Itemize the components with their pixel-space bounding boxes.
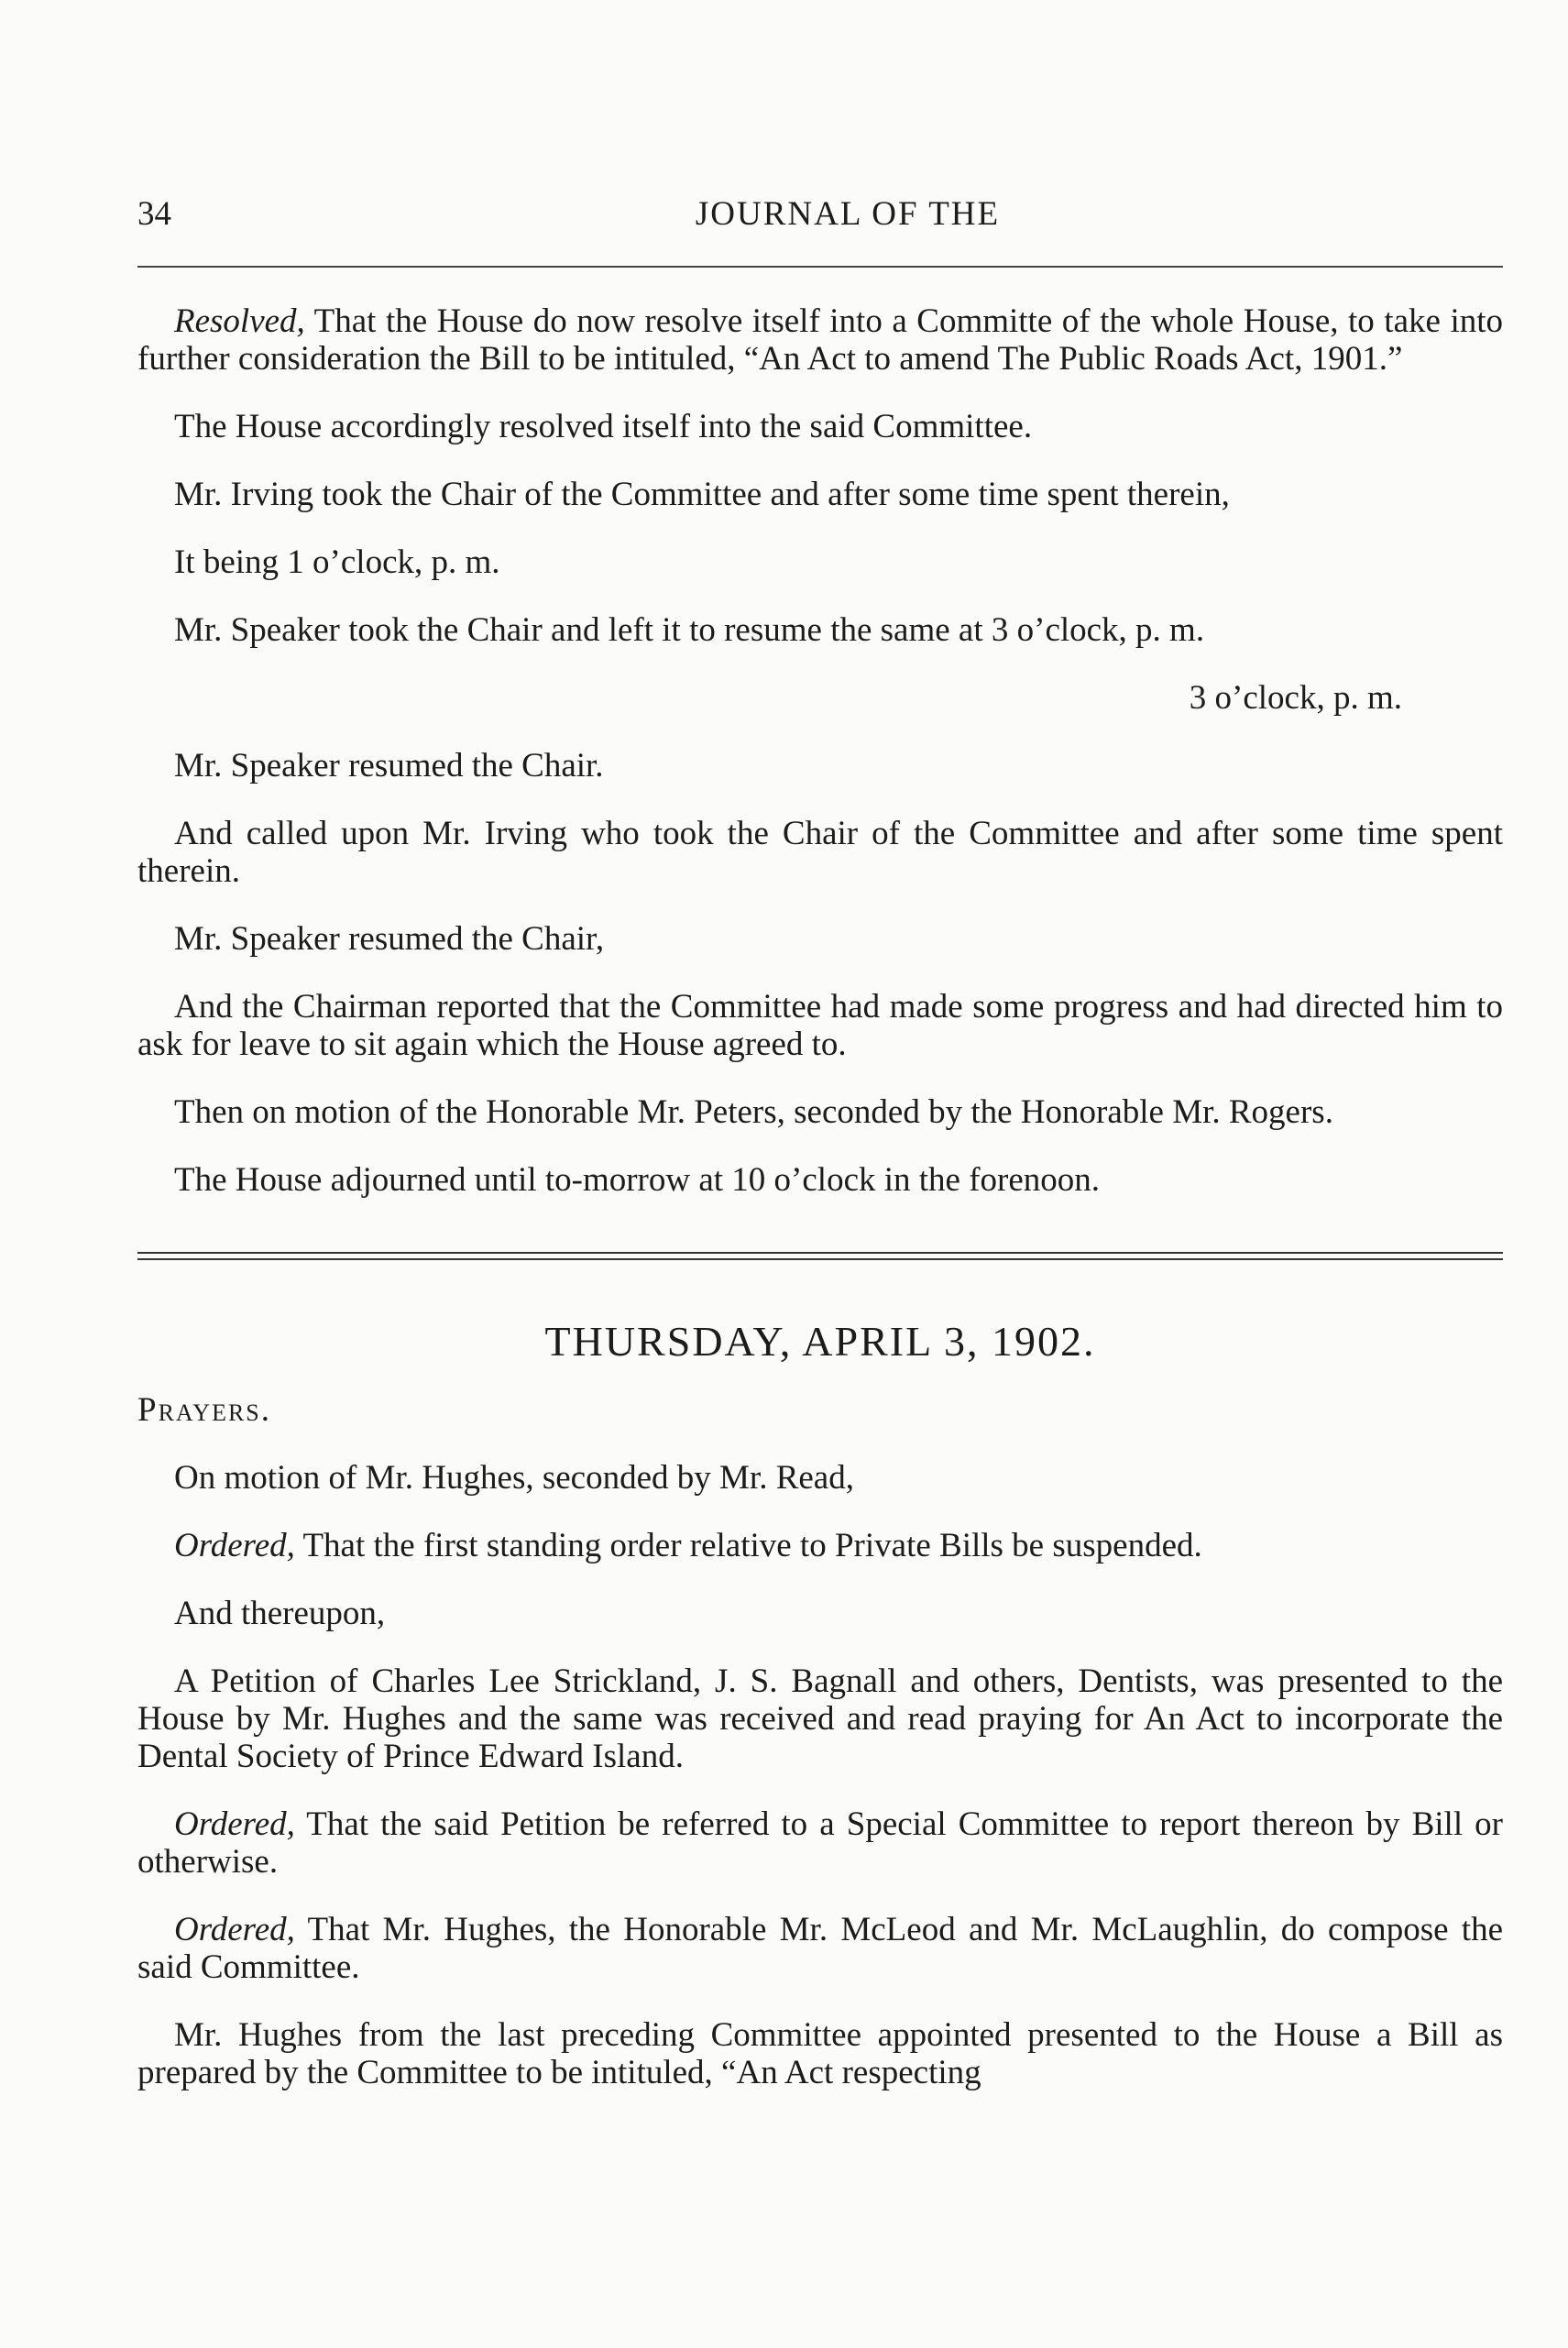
paragraph — [137, 1527, 1503, 1564]
journal-body — [137, 302, 1503, 2122]
running-title: JOURNAL OF THE — [695, 195, 1001, 233]
paragraph — [137, 920, 1503, 958]
paragraph-text: And called upon Mr. Irving who took the Chair of the Committee and after some time spent therein. — [137, 815, 1503, 890]
paragraph-text: It being 1 o’clock, p. m. — [174, 543, 500, 581]
day-heading: THURSDAY, APRIL 3, 1902. — [544, 1318, 1096, 1365]
paragraph — [137, 1805, 1503, 1881]
paragraph — [137, 1662, 1503, 1775]
paragraph — [137, 815, 1503, 890]
page-header — [137, 194, 1503, 249]
paragraph — [137, 1093, 1503, 1131]
paragraph-lead: Ordered, — [174, 1527, 295, 1564]
paragraph-text: Mr. Irving took the Chair of the Committee and after some time spent therein, — [174, 476, 1230, 513]
paragraph-text: On motion of Mr. Hughes, seconded by Mr. Read, — [174, 1459, 854, 1497]
paragraph — [137, 408, 1503, 445]
paragraph — [137, 988, 1503, 1063]
time-mark: 3 o’clock, p. m. — [1189, 679, 1402, 717]
paragraph-text: A Petition of Charles Lee Strickland, J. S. Bagnall and others, Dentists, was presented to the House by Mr. Hughes and the same was received and read praying for An Act to incorporate the Dental Society of Prince Edward Island. — [137, 1662, 1503, 1775]
paragraph-text: That the said Petition be referred to a Special Committee to report thereon by Bill or otherwise. — [137, 1805, 1503, 1881]
paragraph-lead: Resolved, — [174, 302, 305, 340]
paragraph-text: Mr. Hughes from the last preceding Committee appointed presented to the House a Bill as prepared by the Committee to be intituled, “An Act respecting — [137, 2016, 1503, 2091]
paragraph-text: And the Chairman reported that the Committee had made some progress and had directed him to ask for leave to sit again which the House agreed to. — [137, 988, 1503, 1063]
prayers-label: Prayers. — [137, 1391, 272, 1429]
paragraph-text: That the House do now resolve itself into a Committe of the whole House, to take into further consideration the Bill to be intituled, “An Act to amend The Public Roads Act, 1901.” — [137, 302, 1503, 378]
paragraph — [137, 611, 1503, 649]
paragraph — [137, 1911, 1503, 1986]
paragraph — [137, 476, 1503, 513]
paragraph — [137, 2016, 1503, 2091]
paragraph-lead: Ordered, — [174, 1911, 295, 1948]
paragraph-lead: Ordered, — [174, 1805, 295, 1843]
paragraph-text: Mr. Speaker took the Chair and left it to resume the same at 3 o’clock, p. m. — [174, 611, 1205, 649]
paragraph-text: Mr. Speaker resumed the Chair, — [174, 920, 605, 958]
paragraph-text: Then on motion of the Honorable Mr. Peters, seconded by the Honorable Mr. Rogers. — [174, 1093, 1333, 1131]
paragraph-text: And thereupon, — [174, 1595, 386, 1632]
page-number: 34 — [137, 195, 171, 233]
header-rule — [137, 266, 1503, 268]
paragraph-text: That the first standing order relative to Private Bills be suspended. — [294, 1527, 1202, 1564]
paragraph — [137, 302, 1503, 378]
paragraph-text: That Mr. Hughes, the Honorable Mr. McLeod and Mr. McLaughlin, do compose the said Committee. — [137, 1911, 1503, 1986]
section-proceedings — [137, 302, 1503, 649]
section-divider — [137, 1252, 1503, 1260]
paragraph — [137, 747, 1503, 784]
paragraph-text: The House adjourned until to-morrow at 10 o’clock in the forenoon. — [174, 1161, 1101, 1199]
section-afternoon — [137, 747, 1503, 1199]
paragraph — [137, 1595, 1503, 1632]
paragraph-text: The House accordingly resolved itself into the said Committee. — [174, 408, 1033, 445]
paragraph — [137, 543, 1503, 581]
section-thursday — [137, 1459, 1503, 2091]
paragraph — [137, 1161, 1503, 1199]
paragraph-text: Mr. Speaker resumed the Chair. — [174, 747, 604, 784]
paragraph — [137, 1459, 1503, 1497]
